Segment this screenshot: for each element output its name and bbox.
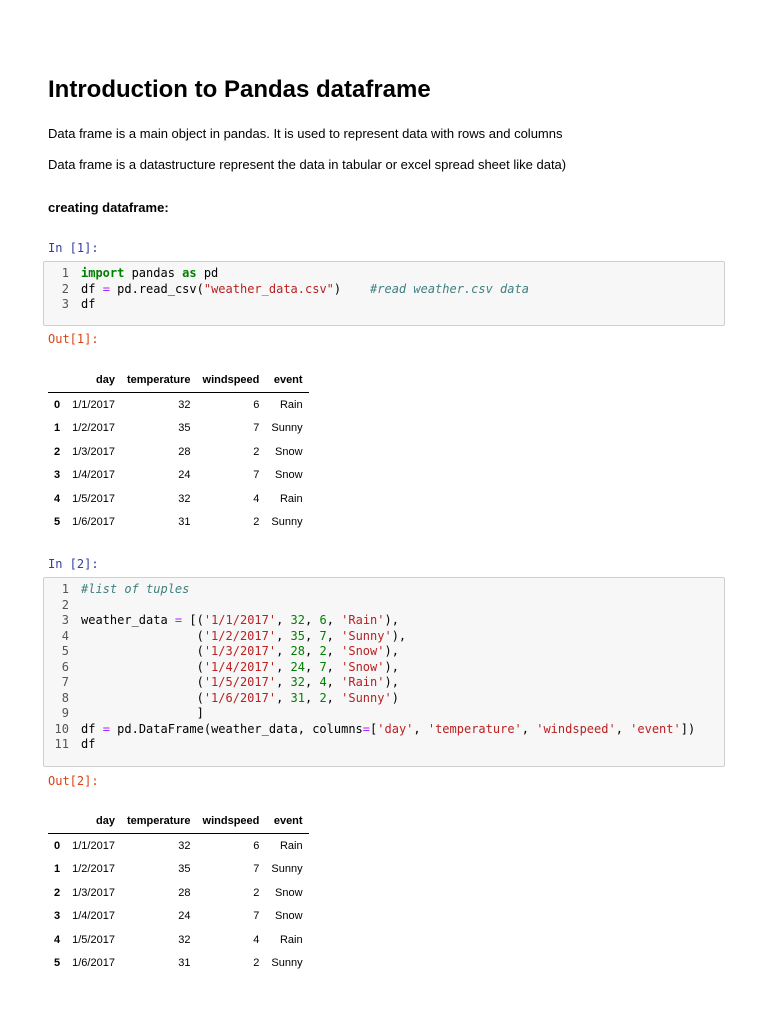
code-line [44, 706, 724, 722]
table-cell: Snow [275, 445, 303, 458]
line-number: 1 [61, 266, 69, 280]
table-cell: 2 [253, 957, 260, 970]
code-line [44, 598, 724, 614]
code-text: ] [81, 706, 204, 720]
table-cell: Snow [275, 886, 303, 899]
table-row [48, 905, 309, 929]
row-index: 2 [54, 445, 61, 458]
table-cell: 6 [253, 398, 260, 411]
line-number: 7 [61, 675, 69, 689]
code-line [44, 675, 724, 691]
cell-1-code-editor[interactable] [43, 261, 725, 326]
table-row [48, 417, 309, 441]
line-number: 6 [61, 659, 69, 674]
line-number: 8 [61, 690, 69, 705]
table-cell: Rain [279, 492, 303, 505]
row-index: 3 [54, 469, 61, 482]
row-index: 4 [54, 933, 61, 946]
code-line [44, 282, 724, 298]
cell-2-code-editor[interactable] [43, 577, 725, 767]
table-cell: 7 [253, 863, 260, 876]
index-header [48, 367, 66, 393]
cell-2-out-prompt: Out[2]: [48, 774, 99, 788]
table-cell: Snow [275, 910, 303, 923]
table-row [48, 952, 309, 976]
column-header: event [265, 367, 308, 393]
table-cell: 1/6/2017 [72, 957, 115, 970]
code-line [44, 691, 724, 707]
row-index: 1 [54, 863, 61, 876]
table-cell: 2 [253, 445, 260, 458]
table-cell: 4 [253, 492, 260, 505]
code-line [44, 644, 724, 660]
line-number: 1 [61, 582, 69, 596]
intro-paragraph-1: Data frame is a main object in pandas. It is used to represent data with rows and columns [48, 126, 563, 141]
table-cell: 1/5/2017 [72, 933, 115, 946]
table-cell: 24 [178, 469, 191, 482]
row-index: 5 [54, 957, 61, 970]
table-cell: 35 [178, 863, 191, 876]
row-index: 3 [54, 910, 61, 923]
code-line [44, 737, 724, 753]
table-row [48, 440, 309, 464]
table-cell: Sunny [271, 863, 303, 876]
code-text: df [81, 737, 96, 751]
row-index: 2 [54, 886, 61, 899]
intro-paragraph-2: Data frame is a datastructure represent the data in tabular or excel spread sheet like data) [48, 157, 567, 172]
code-line [44, 660, 724, 676]
table-cell: Sunny [271, 422, 303, 435]
table-cell: 2 [253, 516, 260, 529]
table-cell: 32 [178, 933, 191, 946]
code-text: df [81, 297, 96, 311]
line-number: 11 [54, 737, 69, 751]
line-number: 3 [61, 613, 69, 627]
table-row [48, 881, 309, 905]
row-index: 1 [54, 422, 61, 435]
page-title: Introduction to Pandas dataframe [48, 76, 431, 103]
table-cell: Rain [279, 839, 303, 852]
code-text: import pandas as pd [81, 266, 219, 280]
table-cell: 32 [178, 492, 191, 505]
row-index: 4 [54, 492, 61, 505]
code-text: ('1/5/2017', 32, 4, 'Rain'), [81, 675, 399, 689]
table-cell: Rain [279, 933, 303, 946]
code-line [44, 266, 724, 282]
column-header: event [265, 808, 308, 834]
row-index: 0 [54, 398, 61, 411]
line-number: 2 [61, 281, 69, 296]
table-cell: 1/4/2017 [72, 469, 115, 482]
table-cell: 31 [178, 516, 191, 529]
table-cell: 32 [178, 398, 191, 411]
code-line [44, 297, 724, 313]
table-cell: 1/6/2017 [72, 516, 115, 529]
table-cell: 1/1/2017 [72, 398, 115, 411]
code-text: ('1/6/2017', 31, 2, 'Sunny') [81, 690, 399, 705]
column-header: windspeed [197, 367, 266, 393]
cell-2-in-prompt: In [2]: [48, 557, 99, 571]
code-line [44, 613, 724, 629]
section-heading: creating dataframe: [48, 200, 169, 215]
table-cell: 35 [178, 422, 191, 435]
row-index: 0 [54, 839, 61, 852]
table-cell: Snow [275, 469, 303, 482]
table-cell: 2 [253, 886, 260, 899]
table-cell: 1/3/2017 [72, 445, 115, 458]
line-number: 10 [54, 721, 69, 736]
table-cell: 1/4/2017 [72, 910, 115, 923]
code-text: df = pd.DataFrame(weather_data, columns=['day', 'temperature', 'windspeed', 'event']) [81, 721, 696, 736]
table-cell: 28 [178, 886, 191, 899]
column-header: temperature [121, 367, 197, 393]
cell-1-output-table [48, 367, 309, 534]
line-number: 4 [61, 628, 69, 643]
table-cell: Sunny [271, 957, 303, 970]
line-number: 2 [61, 597, 69, 612]
cell-2-output-table [48, 808, 309, 975]
column-header: day [66, 367, 121, 393]
table-row [48, 511, 309, 535]
code-line [44, 629, 724, 645]
table-row [48, 858, 309, 882]
table-cell: Sunny [271, 516, 303, 529]
table-row [48, 834, 309, 858]
cell-1-out-prompt: Out[1]: [48, 332, 99, 346]
table-row [48, 393, 309, 417]
line-number: 9 [61, 706, 69, 720]
table-cell: 1/2/2017 [72, 422, 115, 435]
table-cell: 6 [253, 839, 260, 852]
code-text: ('1/4/2017', 24, 7, 'Snow'), [81, 659, 399, 674]
table-row [48, 464, 309, 488]
column-header: day [66, 808, 121, 834]
table-cell: 1/2/2017 [72, 863, 115, 876]
row-index: 5 [54, 516, 61, 529]
code-text: weather_data = [('1/1/2017', 32, 6, 'Rain'), [81, 613, 399, 627]
line-number: 5 [61, 644, 69, 658]
table-cell: 1/1/2017 [72, 839, 115, 852]
table-cell: Rain [279, 398, 303, 411]
table-cell: 28 [178, 445, 191, 458]
column-header: windspeed [197, 808, 266, 834]
table-cell: 4 [253, 933, 260, 946]
index-header [48, 808, 66, 834]
code-text: ('1/3/2017', 28, 2, 'Snow'), [81, 644, 399, 658]
code-text: df = pd.read_csv("weather_data.csv") #read weather.csv data [81, 281, 529, 296]
table-cell: 31 [178, 957, 191, 970]
table-cell: 7 [253, 422, 260, 435]
table-cell: 7 [253, 469, 260, 482]
table-cell: 1/3/2017 [72, 886, 115, 899]
code-text: #list of tuples [81, 582, 190, 596]
code-line [44, 582, 724, 598]
code-line [44, 722, 724, 738]
table-cell: 24 [178, 910, 191, 923]
table-row [48, 487, 309, 511]
table-cell: 32 [178, 839, 191, 852]
cell-1-in-prompt: In [1]: [48, 241, 99, 255]
column-header: temperature [121, 808, 197, 834]
table-row [48, 928, 309, 952]
table-cell: 1/5/2017 [72, 492, 115, 505]
line-number: 3 [61, 297, 69, 311]
code-text: ('1/2/2017', 35, 7, 'Sunny'), [81, 628, 407, 643]
table-cell: 7 [253, 910, 260, 923]
